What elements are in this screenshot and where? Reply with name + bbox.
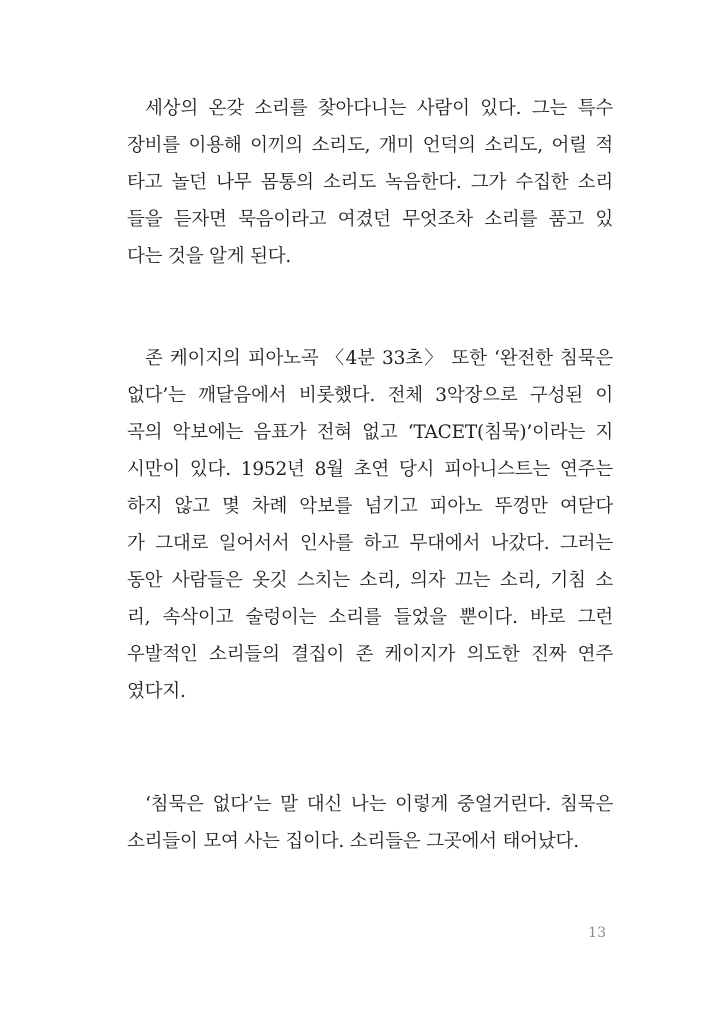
text-line: 소리들이 모여 사는 집이다. 소리들은 그곳에서 태어났다. [127,831,579,852]
text-line: 세상의 온갖 소리를 찾아다니는 사람이 있다. 그는 특수 [145,98,613,119]
text-line: 동안 사람들은 옷깃 스치는 소리, 의자 끄는 소리, 기침 소 [127,570,613,591]
text-line: 장비를 이용해 이끼의 소리도, 개미 언덕의 소리도, 어릴 적 [127,135,613,156]
text-line: 없다’는 깨달음에서 비롯했다. 전체 3악장으로 구성된 이 [127,385,613,406]
text-line: 존 케이지의 피아노곡 〈4분 33초〉 또한 ‘완전한 침묵은 [145,348,613,369]
text-line: 곡의 악보에는 음표가 전혀 없고 ‘TACET(침묵)’이라는 지 [127,422,613,443]
text-line: 하지 않고 몇 차례 악보를 넘기고 피아노 뚜껑만 여닫다 [127,496,613,517]
paragraph-2 [127,340,613,710]
paragraph-1 [127,90,613,275]
text-line: 타고 놀던 나무 몸통의 소리도 녹음한다. 그가 수집한 소리 [127,172,613,193]
text-line: 다는 것을 알게 된다. [127,246,292,267]
text-line: 시만이 있다. 1952년 8월 초연 당시 피아니스트는 연주는 [127,459,613,480]
text-line: 우발적인 소리들의 결집이 존 케이지가 의도한 진짜 연주 [127,644,613,665]
text-line: 들을 듣자면 묵음이라고 여겼던 무엇조차 소리를 품고 있 [127,209,613,230]
text-line: ‘침묵은 없다’는 말 대신 나는 이렇게 중얼거린다. 침묵은 [145,794,613,815]
text-line: 리, 속삭이고 술렁이는 소리를 들었을 뿐이다. 바로 그런 [127,607,613,628]
text-line: 가 그대로 일어서서 인사를 하고 무대에서 나갔다. 그러는 [127,533,613,554]
text-line: 였다지. [127,681,186,702]
page-number: 13 [588,925,606,941]
paragraph-3 [127,786,613,860]
